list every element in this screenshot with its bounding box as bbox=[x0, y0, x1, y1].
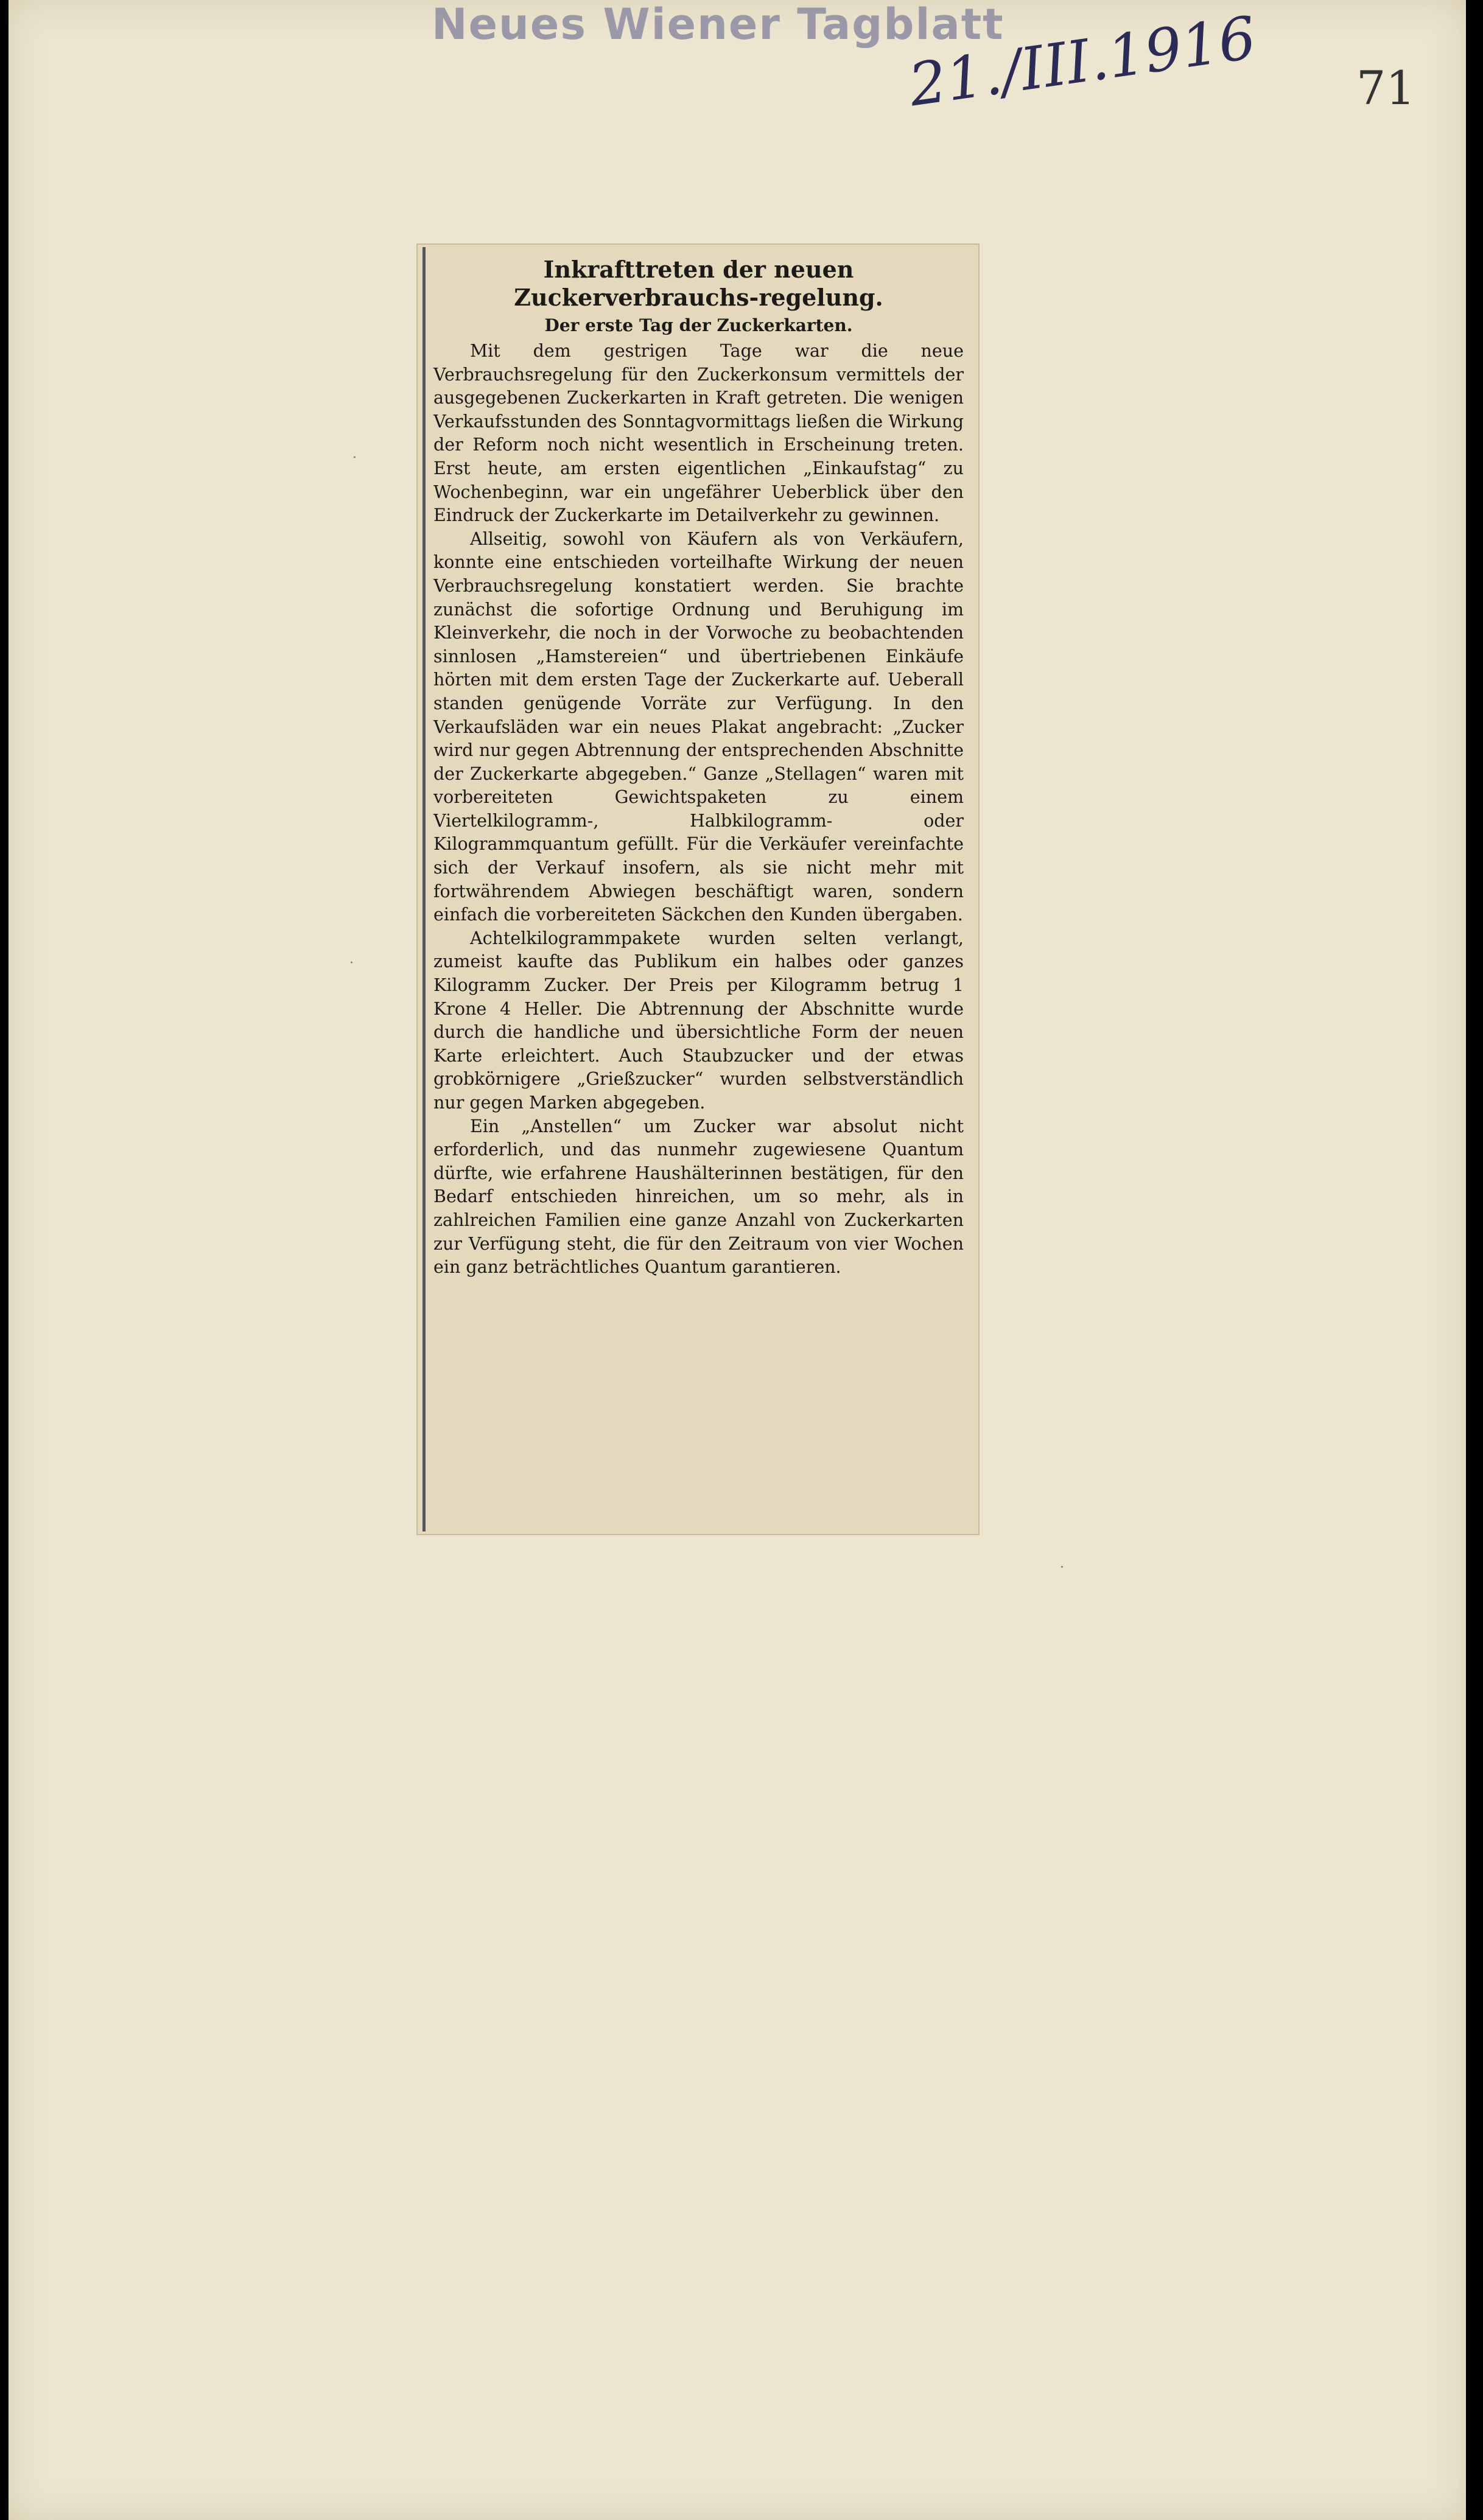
page-number: 71 bbox=[1356, 61, 1415, 115]
article-paragraph: Mit dem gestrigen Tage war die neue Verbrauchsregelung für den Zuckerkonsum vermittels der ausgegebenen Zuckerkarten in Kraft getreten. Die wenigen Verkaufsstunden des Sonntagvormittags ließen die Wirkung der Reform noch nicht wesentlich in Erscheinung treten. Erst heute, am ersten eigentlichen „Einkaufstag“ zu Wochenbeginn, war ein ungefährer Ueberblick über den Eindruck der Zuckerkarte im Detailverkehr zu gewinnen. bbox=[433, 341, 964, 526]
article-paragraph: Ein „Anstellen“ um Zucker war absolut nicht erforderlich, und das nunmehr zugewiesene Quantum dürfte, wie erfahrene Haushälterinnen bestätigen, für den Bedarf entschieden hinreichen, um so mehr, als in zahlreichen Familien eine ganze Anzahl von Zuckerkarten zur Verfügung steht, die für den Zeitraum von vier Wochen ein ganz beträchtliches Quantum garantieren. bbox=[433, 1116, 964, 1278]
article-headline: Inkrafttreten der neuen Zuckerverbrauchs-regelung. bbox=[514, 256, 883, 311]
newspaper-name-stamp: Neues Wiener Tagblatt bbox=[432, 0, 1004, 49]
paper-speck: · bbox=[1060, 1560, 1064, 1575]
handwritten-date: 21./III.1916 bbox=[905, 3, 1260, 120]
article-subheadline: Der erste Tag der Zuckerkarten. bbox=[544, 315, 853, 335]
archive-sheet bbox=[9, 0, 1466, 2520]
newspaper-clipping bbox=[416, 243, 980, 1535]
paper-speck: · bbox=[349, 956, 354, 971]
article-paragraph: Allseitig, sowohl von Käufern als von Verkäufern, konnte eine entschieden vorteilhafte Wirkung der neuen Verbrauchsregelung konstatiert werden. Sie brachte zunächst die sofortige Ordnung und Beruhigung im Kleinverkehr, die noch in der Vorwoche zu beobachtenden sinnlosen „Hamstereien“ und übertriebenen Einkäufe hörten mit dem ersten Tage der Zuckerkarte auf. Ueberall standen genügende Vorräte zur Verfügung. In den Verkaufsläden war ein neues Plakat angebracht: „Zucker wird nur gegen Abtrennung der entsprechenden Abschnitte der Zuckerkarte abgegeben.“ Ganze „Stellagen“ waren mit vorbereiteten Gewichtspaketen zu einem Viertelkilogramm-, Halbkilogramm- oder Kilogrammquantum gefüllt. Für die Verkäufer vereinfachte sich der Verkauf insofern, als sie nicht mehr mit fortwährendem Abwiegen beschäftigt waren, sondern einfach die vorbereiteten Säckchen den Kunden übergaben. bbox=[433, 528, 964, 925]
article-paragraph: Achtelkilogrammpakete wurden selten verlangt, zumeist kaufte das Publikum ein halbes oder ganzes Kilogramm Zucker. Der Preis per Kilogramm betrug 1 Krone 4 Heller. Die Abtrennung der Abschnitte wurde durch die handliche und übersichtliche Form der neuen Karte erleichtert. Auch Staubzucker und der etwas grobkörnigere „Grießzucker“ wurden selbstverständlich nur gegen Marken abgegeben. bbox=[433, 928, 964, 1113]
paper-speck: · bbox=[352, 450, 357, 466]
clipping-column-rule bbox=[422, 247, 426, 1531]
